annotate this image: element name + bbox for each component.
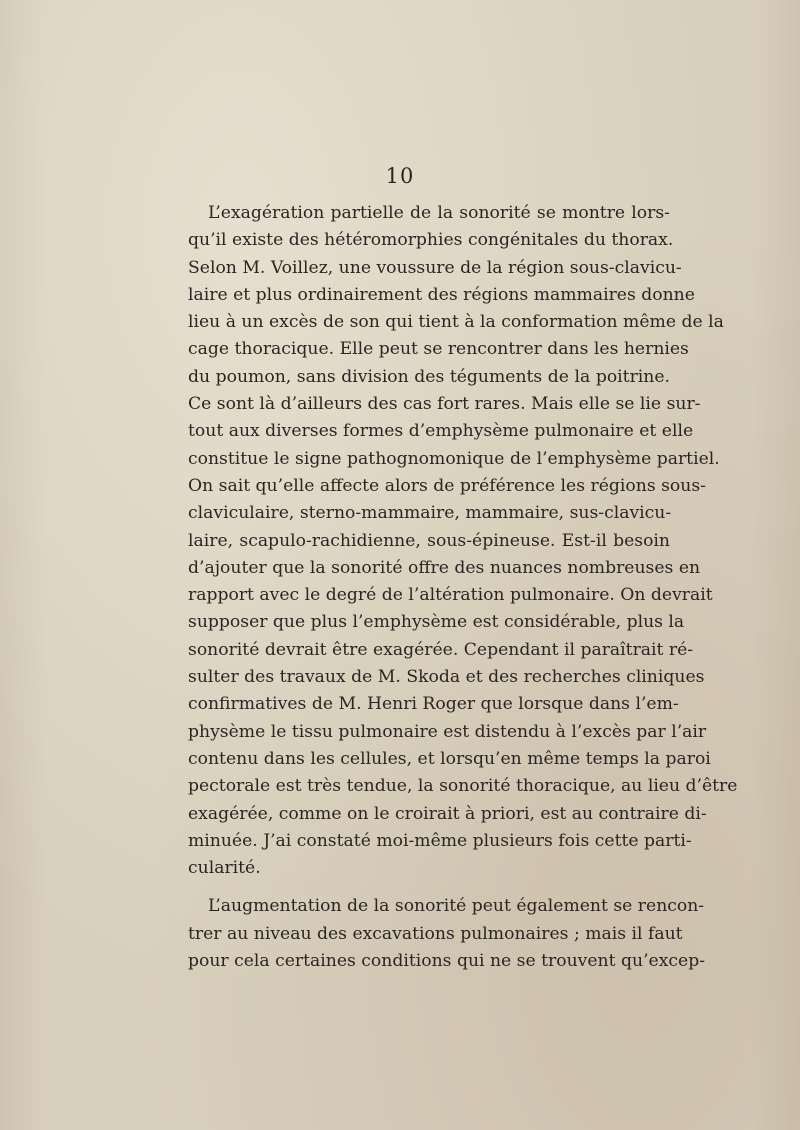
paragraph-1 — [188, 200, 738, 882]
text-line: du poumon, sans division des téguments de la poitrine. — [188, 366, 670, 387]
text-line: d’ajouter que la sonorité offre des nuances nombreuses en — [188, 557, 701, 578]
page-number: 10 — [385, 164, 415, 188]
text-line: Ce sont là d’ailleurs des cas fort rares. Mais elle se lie sur- — [188, 394, 701, 415]
text-line: contenu dans les cellules, et lorsqu’en même temps la paroi — [188, 748, 711, 769]
text-line: tout aux diverses formes d’emphysème pulmonaire et elle — [188, 421, 694, 442]
text-line: On sait qu’elle affecte alors de préférence les régions sous- — [188, 475, 706, 496]
body-text — [188, 200, 738, 975]
text-line: Selon M. Voillez, une voussure de la région sous-clavicu- — [188, 257, 682, 278]
text-line: cage thoracique. Elle peut se rencontrer dans les hernies — [188, 339, 689, 360]
text-line: L’exagération partielle de la sonorité se montre lors- — [208, 203, 670, 223]
text-line: qu’il existe des hétéromorphies congénitales du thorax. — [188, 230, 674, 251]
text-line: cularité. — [188, 858, 261, 879]
text-line: minuée. J’ai constaté moi-même plusieurs fois cette parti- — [188, 830, 692, 851]
text-line: lieu à un excès de son qui tient à la conformation même de la — [188, 312, 724, 333]
text-line: sonorité devrait être exagérée. Cependant il paraîtrait ré- — [188, 639, 694, 660]
text-line: claviculaire, sterno-mammaire, mammaire, sus-clavicu- — [188, 503, 672, 524]
text-line: exagérée, comme on le croirait à priori, est au contraire di- — [188, 803, 707, 824]
text-line: sulter des travaux de M. Skoda et des recherches cliniques — [188, 667, 705, 688]
text-line: pectorale est très tendue, la sonorité thoracique, au lieu d’être — [188, 776, 738, 797]
text-line: supposer que plus l’emphysème est considérable, plus la — [188, 612, 685, 633]
text-line: laire, scapulo-rachidienne, sous-épineuse. Est-il besoin — [188, 530, 670, 551]
text-line: rapport avec le degré de l’altération pulmonaire. On devrait — [188, 585, 713, 606]
text-line: laire et plus ordinairement des régions mammaires donne — [188, 284, 695, 305]
text-line: L’augmentation de la sonorité peut également se rencon- — [208, 896, 705, 917]
paragraph-spacer — [188, 882, 670, 893]
text-line: physème le tissu pulmonaire est distendu à l’excès par l’air — [188, 721, 707, 742]
paragraph-2 — [188, 893, 706, 975]
text-line: pour cela certaines conditions qui ne se trouvent qu’excep- — [188, 951, 706, 972]
text-line: confirmatives de M. Henri Roger que lorsque dans l’em- — [188, 694, 679, 715]
text-line: constitue le signe pathognomonique de l’emphysème partiel. — [188, 448, 720, 469]
text-line: trer au niveau des excavations pulmonaires ; mais il faut — [188, 923, 683, 944]
